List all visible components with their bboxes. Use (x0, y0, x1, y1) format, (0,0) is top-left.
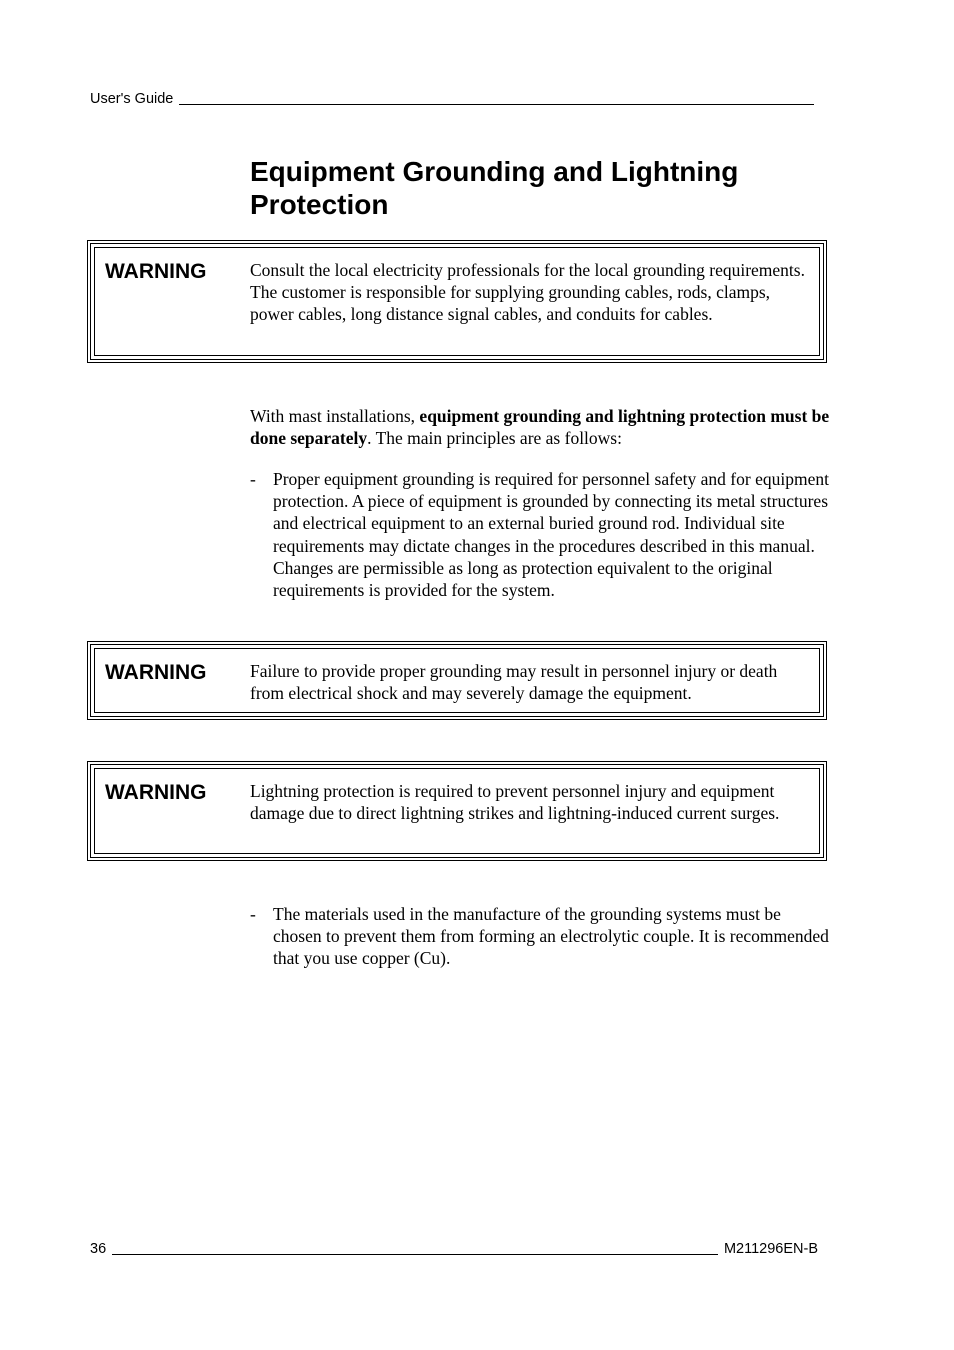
document-code: M211296EN-B (723, 1241, 818, 1257)
footer-rule (112, 1253, 718, 1255)
list-item-text: Proper equipment grounding is required for personnel safety and for equipment protection. A piece of equipment is grounded by connecting its metal structures and electrical equipment to an external buried ground rod. Individual site requirements may dictate changes in the procedures described in this manual. Changes are permissible as long as protection equivalent to the original requirements is provided for the system. (273, 469, 829, 601)
header-rule (179, 103, 814, 105)
warning-label: WARNING (105, 781, 207, 804)
list-item-grounding (250, 468, 830, 601)
warning-text: Failure to provide proper grounding may result in personnel injury or death from electrical shock and may severely damage the equipment. (250, 661, 778, 704)
intro-text-start: With mast installations, (250, 406, 420, 426)
intro-paragraph (250, 405, 830, 449)
warning-label: WARNING (105, 260, 207, 283)
list-dash: - (250, 904, 256, 924)
page-number: 36 (90, 1241, 107, 1257)
warning-box-lightning-protection (87, 761, 827, 861)
page-header (90, 90, 814, 108)
intro-text-end: . The main principles are as follows: (367, 428, 622, 449)
intro-text-bold: equipment grounding and lightning protection must be done separately (250, 406, 830, 449)
warning-box-grounding-failure (87, 641, 827, 720)
warning-box-grounding-requirements (87, 240, 827, 363)
list-item-text: The materials used in the manufacture of the grounding systems must be chosen to prevent them from forming an electrolytic couple. It is recommended that you use copper (Cu). (273, 904, 829, 969)
section-title: Equipment Grounding and Lightning Protection (250, 156, 739, 220)
warning-label: WARNING (105, 661, 207, 684)
warning-text: Consult the local electricity professionals for the local grounding requirements. The customer is responsible for supplying grounding cables, rods, clamps, power cables, long distance signal cables, and conduits for cables. (250, 260, 805, 325)
list-dash: - (250, 469, 256, 489)
header-text: User's Guide (90, 91, 174, 107)
page-footer (90, 1240, 818, 1258)
list-item-materials (250, 903, 830, 970)
warning-text: Lightning protection is required to prevent personnel injury and equipment damage due to direct lightning strikes and lightning-induced current surges. (250, 781, 780, 824)
